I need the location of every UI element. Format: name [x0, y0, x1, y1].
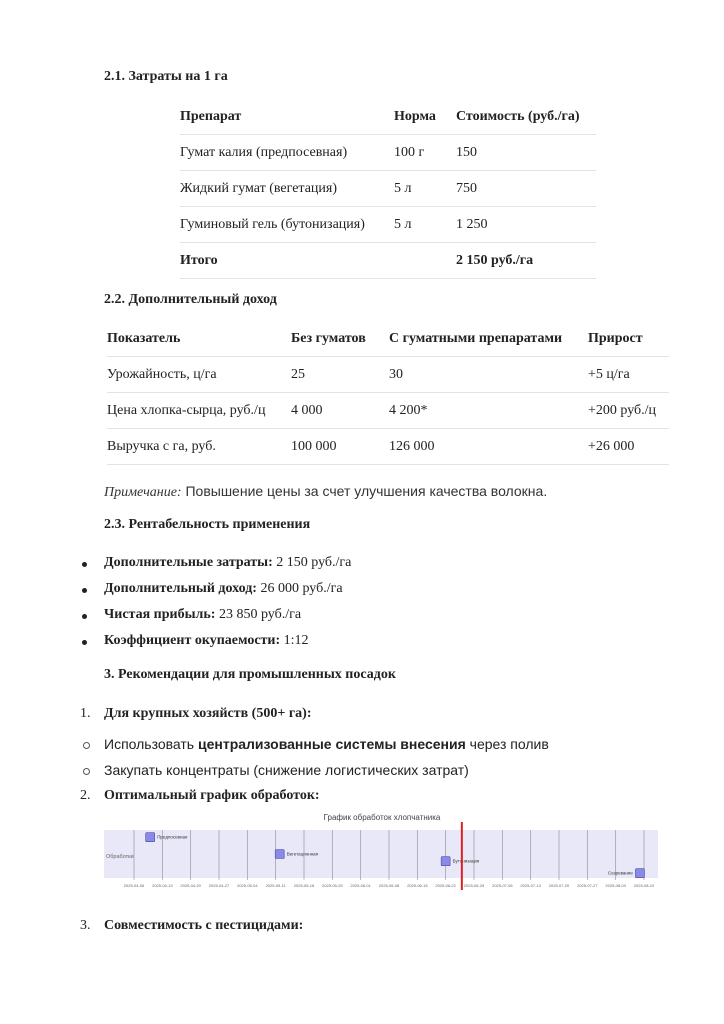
circle-bullet-icon: [83, 768, 90, 775]
x-tick-label: 2025-06-08: [378, 883, 400, 888]
x-tick-label: 2025-06-15: [407, 883, 428, 888]
event-marker: [441, 857, 450, 866]
list-number: 2.: [80, 788, 91, 803]
x-tick-label: 2025-04-13: [152, 883, 173, 888]
list-item: Дополнительный доход: 26 000 руб./га: [104, 581, 343, 597]
x-tick-label: 2025-04-27: [208, 883, 230, 888]
event-label: Созревание: [607, 870, 633, 876]
x-tick-label: 2025-06-29: [463, 883, 485, 888]
x-tick-label: 2025-05-04: [237, 883, 258, 888]
chart-x-ticks: [124, 883, 655, 888]
table-row: Гумат калия (предпосевная) 100 г 150: [180, 135, 596, 171]
x-tick-label: 2025-07-06: [492, 883, 513, 888]
x-tick-label: 2025-08-03: [605, 883, 626, 888]
section-title-income: 2.2. Дополнительный доход: [104, 292, 277, 307]
event-marker: [275, 850, 284, 859]
list-item: 2. Оптимальный график обработок:: [80, 788, 320, 803]
chart-title: График обработок хлопчатника: [323, 813, 441, 822]
list-item: 1. Для крупных хозяйств (500+ га):: [80, 706, 312, 721]
bullet-icon: [82, 562, 87, 567]
section-title-costs: 2.1. Затраты на 1 га: [104, 69, 228, 84]
table-row: Гуминовый гель (бутонизация) 5 л 1 250: [180, 207, 596, 243]
table-row: Урожайность, ц/га 25 30 +5 ц/га: [107, 357, 669, 393]
sub-list-item: Использовать централизованные системы внесения через полив: [104, 736, 549, 752]
x-tick-label: 2025-07-20: [548, 883, 570, 888]
x-tick-label: 2025-06-01: [350, 883, 371, 888]
x-tick-label: 2025-05-18: [293, 883, 315, 888]
bullet-icon: [82, 588, 87, 593]
x-tick-label: 2025-04-20: [180, 883, 201, 888]
table-total-row: Итого 2 150 руб./га: [180, 243, 596, 279]
income-table: [107, 321, 669, 465]
x-tick-label: 2025-08-10: [633, 883, 655, 888]
costs-table: [180, 99, 596, 279]
table-header: Препарат Норма Стоимость (руб./га): [180, 99, 596, 135]
x-tick-label: 2025-06-22: [435, 883, 456, 888]
list-item: Коэффициент окупаемости: 1:12: [104, 633, 309, 649]
circle-bullet-icon: [83, 742, 90, 749]
event-label: Бутонизация: [452, 858, 480, 864]
bullet-icon: [82, 640, 87, 645]
x-tick-label: 2025-05-11: [265, 883, 286, 888]
event-marker: [146, 833, 155, 842]
bullet-icon: [82, 614, 87, 619]
section-title-recommendations: 3. Рекомендации для промышленных посадок: [104, 667, 396, 682]
list-item: Дополнительные затраты: 2 150 руб./га: [104, 555, 351, 571]
table-row: Выручка с га, руб. 100 000 126 000 +26 000: [107, 429, 669, 465]
x-tick-label: 2025-07-27: [577, 883, 598, 888]
sub-list-item: Закупать концентраты (снижение логистических затрат): [104, 762, 469, 778]
event-marker: [635, 869, 644, 878]
event-label: Вегетационная: [286, 851, 319, 857]
table-row: Жидкий гумат (вегетация) 5 л 750: [180, 171, 596, 207]
treatment-schedule-chart: [104, 808, 658, 890]
x-tick-label: 2025-05-25: [322, 883, 343, 888]
list-item: Чистая прибыль: 23 850 руб./га: [104, 607, 301, 623]
list-number: 3.: [80, 918, 91, 933]
section-title-profitability: 2.3. Рентабельность применения: [104, 517, 311, 532]
x-tick-label: 2025-07-13: [520, 883, 541, 888]
x-tick-label: 2025-04-06: [123, 883, 145, 888]
list-number: 1.: [80, 706, 91, 721]
y-axis-label: Обработки: [106, 854, 134, 860]
event-label: Предпосевная: [157, 834, 188, 840]
table-header: Показатель Без гуматов С гуматными препаратами Прирост: [107, 321, 669, 357]
list-item: 3. Совместимость с пестицидами:: [80, 918, 304, 933]
note: Примечание: Повышение цены за счет улучшения качества волокна.: [104, 483, 548, 500]
table-row: Цена хлопка-сырца, руб./ц 4 000 4 200* +200 руб./ц: [107, 393, 669, 429]
